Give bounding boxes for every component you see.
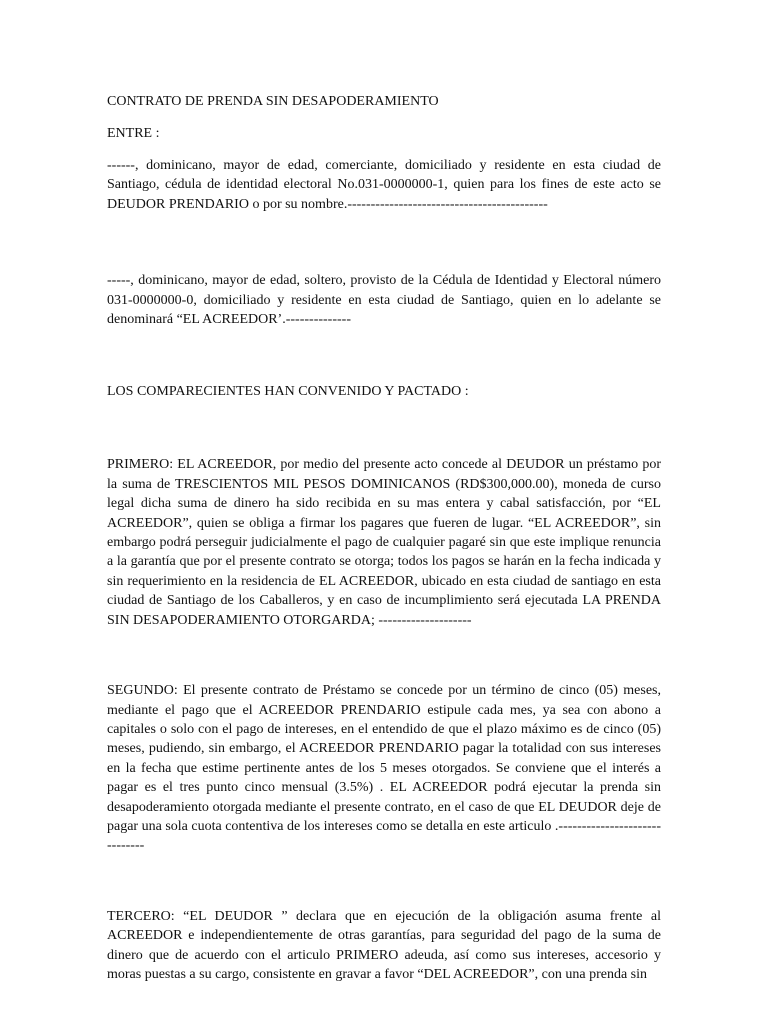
- clause-segundo: SEGUNDO: El presente contrato de Préstamo se concede por un término de cinco (05) meses, mediante el pago que el ACREEDOR PRENDARIO estipule cada mes, ya sea con abono a capitales o solo con el pago de intereses, en el entendido de que el plazo máximo es de cinco (05) meses, pudiendo, sin embargo, el ACREEDOR PRENDARIO pagar la totalidad con sus intereses en la fecha que estime pertinente antes de los 5 meses otorgados. Se conviene que el interés a pagar es el tres punto cinco mensual (3.5%) . EL ACREEDOR podrá ejecutar la prenda sin desapoderamiento otorgada mediante el presente contrato, en el caso de que EL DEUDOR deje de pagar una sola cuota contentiva de los intereses como se detalla en este articulo .------------------------------: [107, 683, 661, 854]
- document-body: [107, 92, 661, 984]
- agreement-intro: LOS COMPARECIENTES HAN CONVENIDO Y PACTADO :: [107, 384, 469, 400]
- party-one-paragraph: ------, dominicano, mayor de edad, comerciante, domiciliado y residente en esta ciudad de Santiago, cédula de identidad electoral No.031-0000000-1, quien para los fines de este acto se DEUDOR PRENDARIO o por su nombre.-------------------------------------------: [107, 158, 661, 212]
- clause-tercero: TERCERO: “EL DEUDOR ” declara que en ejecución de la obligación asuma frente al ACREEDOR e independientemente de otras garantías, para seguridad del pago de la suma de dinero que de acuerdo con el articulo PRIMERO adeuda, así como sus intereses, accesorio y moras puestas a su cargo, consistente en gravar a favor “DEL ACREEDOR”, con una prenda sin: [107, 908, 661, 982]
- clause-primero: PRIMERO: EL ACREEDOR, por medio del presente acto concede al DEUDOR un préstamo por la suma de TRESCIENTOS MIL PESOS DOMINICANOS (RD$300,000.00), moneda de curso legal dicha suma de dinero ha sido recibida en su mas entera y cabal satisfacción, por “EL ACREEDOR”, quien se obliga a firmar los pagares que fueren de lugar. “EL ACREEDOR”, sin embargo podrá perseguir judicialmente el pago de cualquier pagaré sin que este implique renuncia a la garantía que por el presente contrato se otorga; todos los pagos se harán en la fecha indicada y sin requerimiento en la residencia de EL ACREEDOR, ubicado en esta ciudad de santiago en esta ciudad de Santiago de los Caballeros, y en caso de incumplimiento será ejecutada LA PRENDA SIN DESAPODERAMIENTO OTORGARDA; --------------------: [107, 457, 661, 628]
- party-two-paragraph: -----, dominicano, mayor de edad, soltero, provisto de la Cédula de Identidad y Electoral número 031-0000000-0, domiciliado y residente en esta ciudad de Santiago, quien en lo adelante se denominará “EL ACREEDOR’.--------------: [107, 273, 661, 328]
- document-title: CONTRATO DE PRENDA SIN DESAPODERAMIENTO: [107, 94, 439, 109]
- between-heading: ENTRE :: [107, 126, 160, 141]
